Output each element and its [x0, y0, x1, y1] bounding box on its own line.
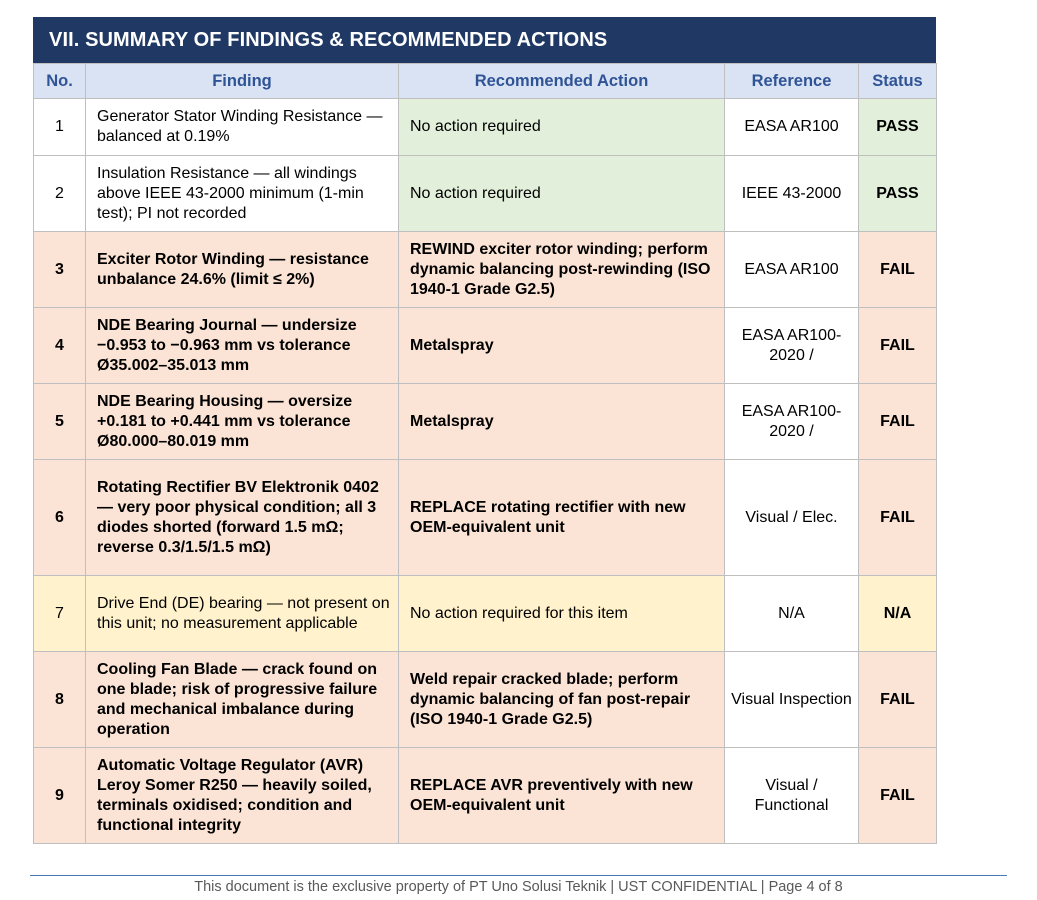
table-row [34, 748, 937, 844]
reference-cell: EASA AR100 [725, 232, 859, 308]
action-cell: REPLACE rotating rectifier with new OEM-equivalent unit [399, 460, 725, 576]
status-badge: PASS [859, 156, 937, 232]
status-badge: FAIL [859, 232, 937, 308]
finding-cell: Insulation Resistance — all windings above IEEE 43-2000 minimum (1-min test); PI not recorded [86, 156, 399, 232]
row-number: 5 [34, 384, 86, 460]
reference-cell: EASA AR100-2020 / [725, 308, 859, 384]
row-number: 1 [34, 99, 86, 156]
row-number: 2 [34, 156, 86, 232]
finding-cell: Automatic Voltage Regulator (AVR) Leroy Somer R250 — heavily soiled, terminals oxidised; condition and functional integrity [86, 748, 399, 844]
action-cell: No action required [399, 99, 725, 156]
row-number: 6 [34, 460, 86, 576]
row-number: 4 [34, 308, 86, 384]
table-row [34, 652, 937, 748]
reference-cell: Visual Inspection [725, 652, 859, 748]
finding-cell: Generator Stator Winding Resistance — balanced at 0.19% [86, 99, 399, 156]
reference-cell: Visual / Functional [725, 748, 859, 844]
column-header-action: Recommended Action [399, 64, 725, 99]
status-badge: FAIL [859, 652, 937, 748]
column-header-no: No. [34, 64, 86, 99]
table-row [34, 232, 937, 308]
reference-cell: Visual / Elec. [725, 460, 859, 576]
action-cell: Metalspray [399, 384, 725, 460]
status-badge: PASS [859, 99, 937, 156]
page-footer: This document is the exclusive property of PT Uno Solusi Teknik | UST CONFIDENTIAL | Page 4 of 8 [194, 879, 843, 895]
reference-cell: EASA AR100 [725, 99, 859, 156]
action-cell: REPLACE AVR preventively with new OEM-equivalent unit [399, 748, 725, 844]
row-number: 7 [34, 576, 86, 652]
section-title: VII. SUMMARY OF FINDINGS & RECOMMENDED ACTIONS [33, 17, 936, 63]
row-number: 9 [34, 748, 86, 844]
finding-cell: Exciter Rotor Winding — resistance unbalance 24.6% (limit ≤ 2%) [86, 232, 399, 308]
status-badge: N/A [859, 576, 937, 652]
status-badge: FAIL [859, 308, 937, 384]
status-badge: FAIL [859, 748, 937, 844]
finding-cell: Cooling Fan Blade — crack found on one blade; risk of progressive failure and mechanical imbalance during operation [86, 652, 399, 748]
action-cell: No action required [399, 156, 725, 232]
row-number: 3 [34, 232, 86, 308]
table-row [34, 460, 937, 576]
table-row [34, 156, 937, 232]
table-row [34, 308, 937, 384]
finding-cell: Drive End (DE) bearing — not present on this unit; no measurement applicable [86, 576, 399, 652]
reference-cell: EASA AR100-2020 / [725, 384, 859, 460]
action-cell: No action required for this item [399, 576, 725, 652]
table-row [34, 384, 937, 460]
findings-table [33, 63, 937, 844]
table-header-row [34, 64, 937, 99]
finding-cell: Rotating Rectifier BV Elektronik 0402 — very poor physical condition; all 3 diodes shorted (forward 1.5 mΩ; reverse 0.3/1.5/1.5 mΩ) [86, 460, 399, 576]
column-header-reference: Reference [725, 64, 859, 99]
action-cell: Weld repair cracked blade; perform dynamic balancing of fan post-repair (ISO 1940-1 Grade G2.5) [399, 652, 725, 748]
row-number: 8 [34, 652, 86, 748]
action-cell: REWIND exciter rotor winding; perform dynamic balancing post-rewinding (ISO 1940-1 Grade G2.5) [399, 232, 725, 308]
finding-cell: NDE Bearing Journal — undersize −0.953 to −0.963 mm vs tolerance Ø35.002–35.013 mm [86, 308, 399, 384]
status-badge: FAIL [859, 460, 937, 576]
reference-cell: IEEE 43-2000 [725, 156, 859, 232]
action-cell: Metalspray [399, 308, 725, 384]
status-badge: FAIL [859, 384, 937, 460]
column-header-finding: Finding [86, 64, 399, 99]
finding-cell: NDE Bearing Housing — oversize +0.181 to +0.441 mm vs tolerance Ø80.000–80.019 mm [86, 384, 399, 460]
table-row [34, 576, 937, 652]
footer-divider [30, 875, 1007, 876]
table-row [34, 99, 937, 156]
column-header-status: Status [859, 64, 937, 99]
reference-cell: N/A [725, 576, 859, 652]
